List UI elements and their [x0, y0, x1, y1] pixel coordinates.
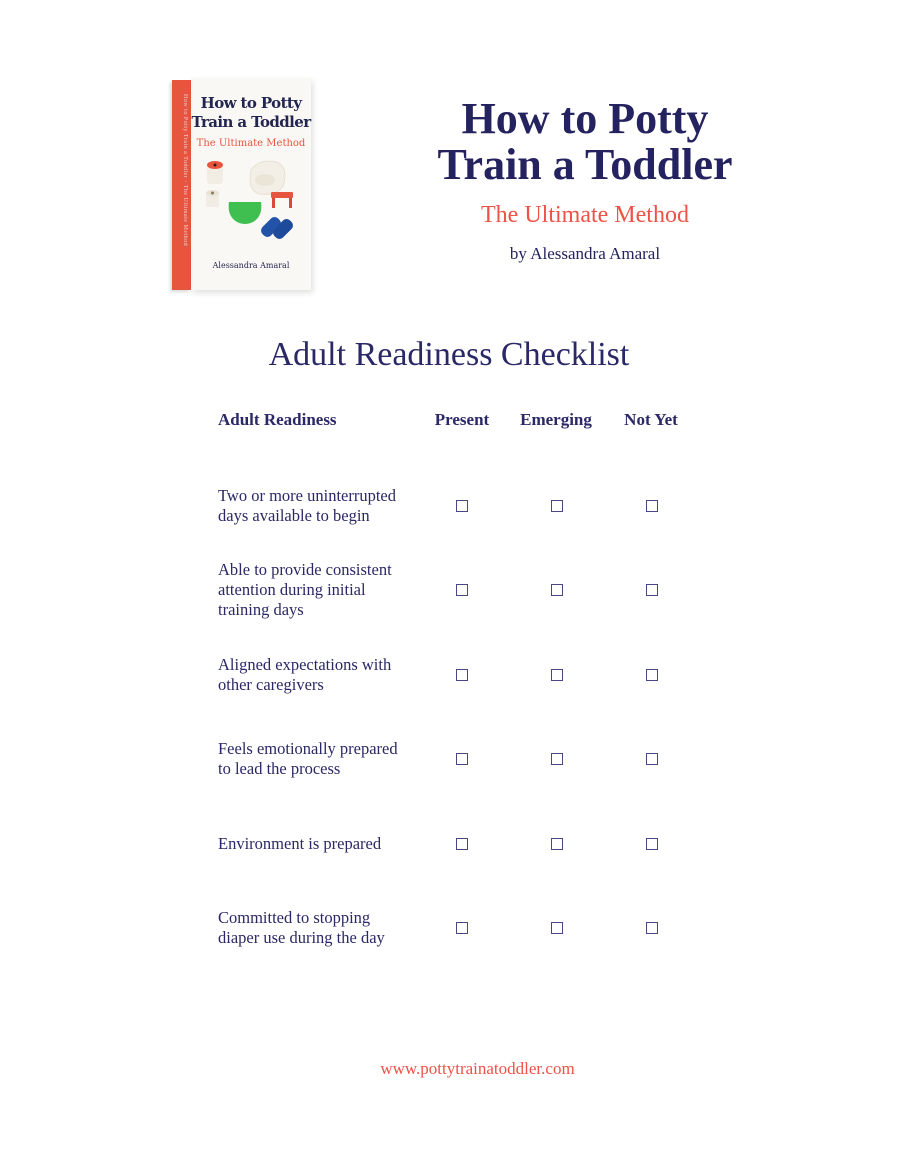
author-byline: by Alessandra Amaral — [509, 244, 661, 263]
book-cover-subtitle: The Ultimate Method — [196, 138, 306, 149]
row-label: Able to provide consistent attention during initial training days — [218, 560, 392, 619]
column-header-present: Present — [434, 410, 490, 429]
column-header-not-yet: Not Yet — [624, 410, 678, 429]
checklist-title: Adult Readiness Checklist — [268, 336, 630, 373]
checkbox-not-yet[interactable] — [646, 584, 658, 596]
column-header-adult-readiness: Adult Readiness — [218, 410, 337, 429]
book-spine-text: How to Potty Train a Toddler · The Ultimate Method — [182, 94, 188, 247]
row-label: Aligned expectations with other caregivers — [218, 655, 392, 694]
row-label: Two or more uninterrupted days available to begin — [218, 486, 397, 525]
checkbox-present[interactable] — [456, 838, 468, 850]
checkbox-emerging[interactable] — [551, 922, 563, 934]
potty-training-items-illustration — [199, 158, 309, 248]
checklist-row — [0, 717, 898, 801]
checklist-row — [0, 886, 898, 970]
checklist-row — [0, 633, 898, 717]
row-label: Committed to stopping diaper use during the day — [218, 908, 385, 947]
checklist-row — [0, 802, 898, 886]
website-link[interactable]: www.pottytrainatoddler.com — [380, 1059, 575, 1078]
page-title-line2: Train a Toddler — [437, 140, 733, 189]
checklist-row — [0, 548, 898, 632]
book-spine — [172, 80, 191, 290]
checkbox-emerging[interactable] — [551, 584, 563, 596]
book-cover-title-line2: Train a Toddler — [191, 113, 311, 131]
checkbox-emerging[interactable] — [551, 669, 563, 681]
book-cover-title — [191, 94, 311, 132]
checkbox-emerging[interactable] — [551, 838, 563, 850]
checkbox-not-yet[interactable] — [646, 500, 658, 512]
checkbox-emerging[interactable] — [551, 753, 563, 765]
checkbox-not-yet[interactable] — [646, 838, 658, 850]
checkbox-not-yet[interactable] — [646, 669, 658, 681]
page-subtitle: The Ultimate Method — [481, 202, 689, 228]
row-label: Feels emotionally prepared to lead the process — [218, 739, 398, 778]
checkbox-not-yet[interactable] — [646, 922, 658, 934]
checkbox-present[interactable] — [456, 753, 468, 765]
checkbox-present[interactable] — [456, 922, 468, 934]
checkbox-emerging[interactable] — [551, 500, 563, 512]
checkbox-present[interactable] — [456, 500, 468, 512]
page-title — [420, 96, 750, 188]
book-cover-title-line1: How to Potty — [200, 94, 302, 112]
book-cover-image — [160, 78, 312, 292]
page-title-line1: How to Potty — [461, 94, 709, 143]
checkbox-present[interactable] — [456, 669, 468, 681]
book-front-cover — [191, 78, 311, 290]
checklist-row — [0, 464, 898, 548]
column-header-emerging: Emerging — [520, 410, 592, 429]
checkbox-present[interactable] — [456, 584, 468, 596]
checkbox-not-yet[interactable] — [646, 753, 658, 765]
book-cover-author: Alessandra Amaral — [212, 261, 290, 270]
row-label: Environment is prepared — [218, 834, 382, 853]
